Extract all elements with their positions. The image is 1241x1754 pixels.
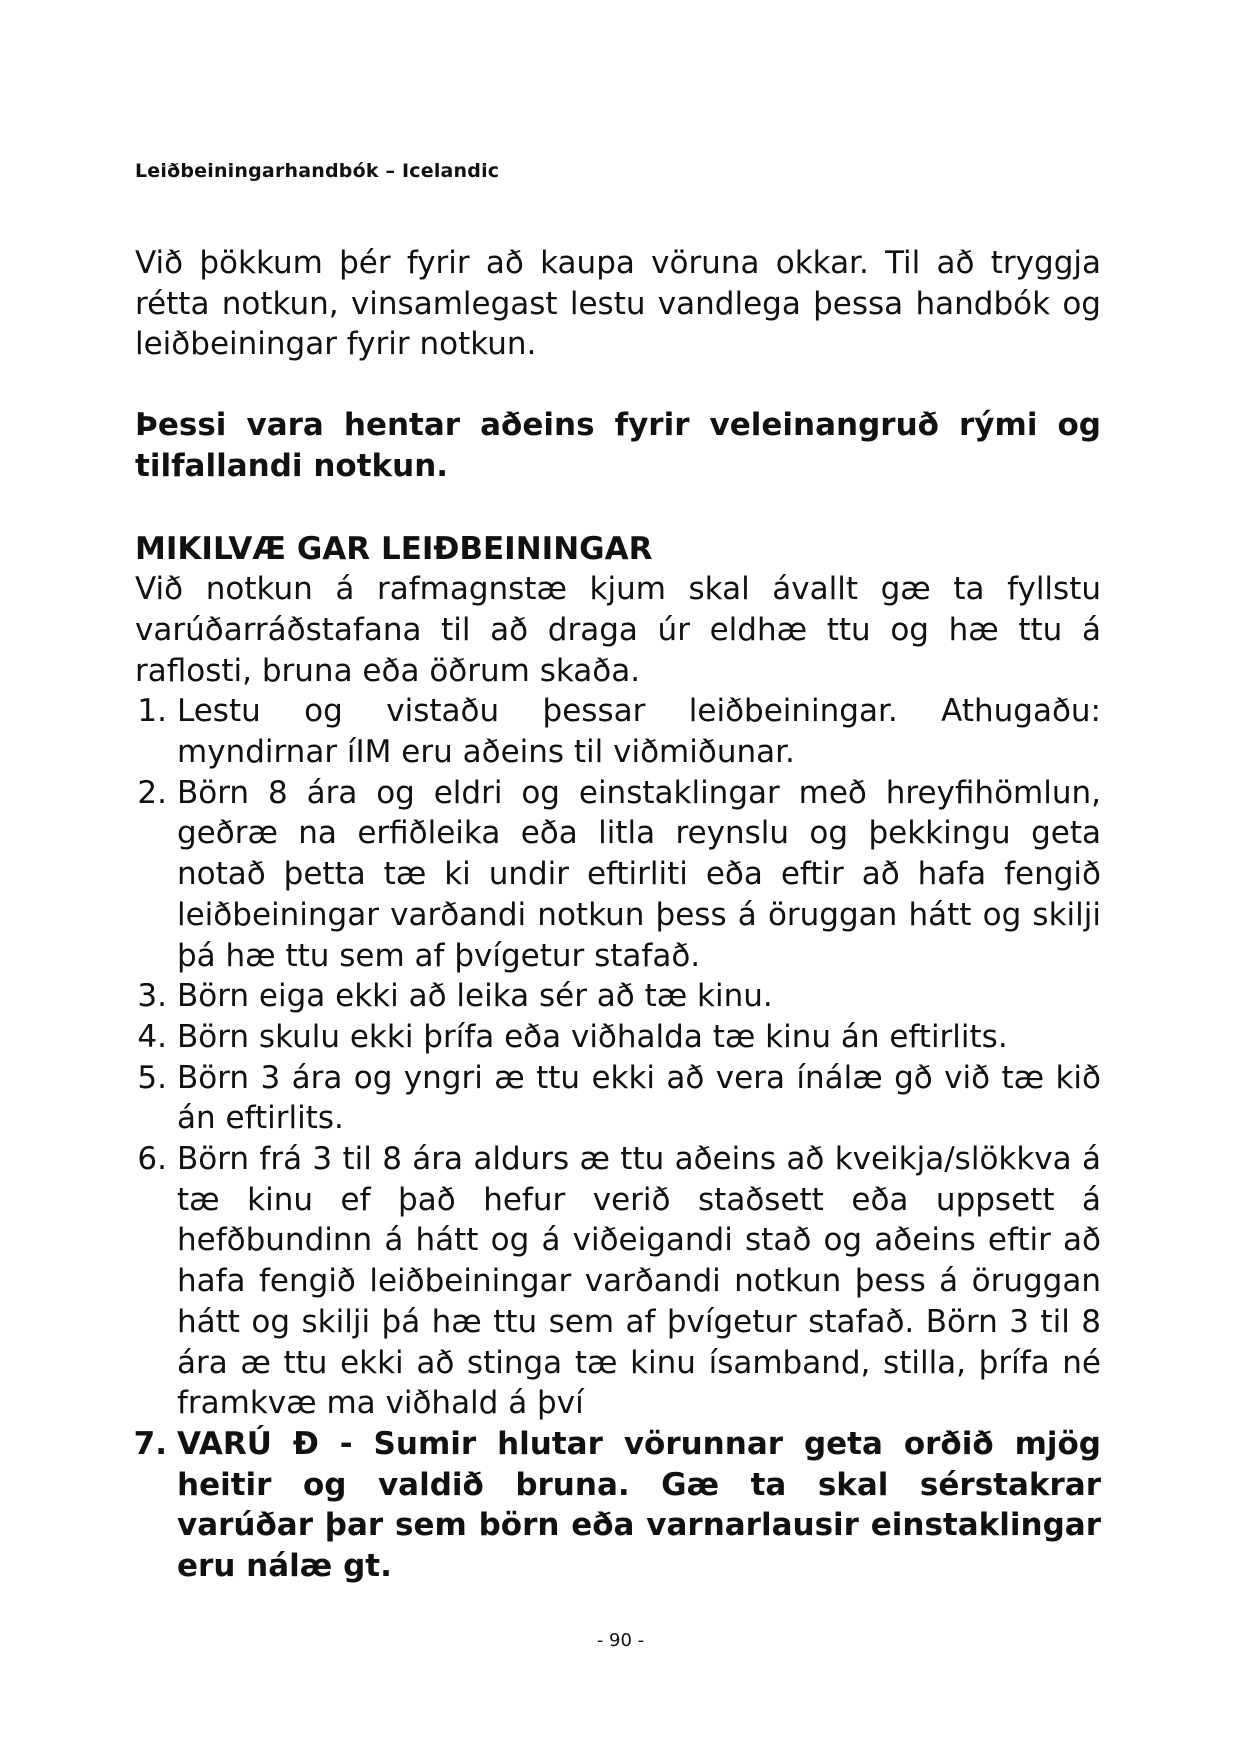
list-item-text: Börn frá 3 til 8 ára aldurs æ ttu aðeins að kveikja/slökkva á tæ kinu ef það hefur verið staðsett eða uppsett á hefðbundinn á hátt og á viðeigandi stað og aðeins eftir að hafa fengið leiðbeiningar varðandi notkun þess á öruggan hátt og skilji þá hæ ttu sem af þvígetur stafað. Börn 3 til 8 ára æ ttu ekki að stinga tæ kinu ísamband, stilla, þrífa né framkvæ ma viðhald á því: [177, 1141, 1101, 1422]
running-header: Leiðbeiningarhandbók – Icelandic: [135, 160, 500, 182]
list-item-number: 4.: [137, 1018, 167, 1055]
list-item: [135, 691, 1101, 772]
list-item: [135, 1058, 1101, 1139]
list-item-number: 2.: [137, 774, 167, 811]
warning-text: VARÚ Ð - Sumir hlutar vörunnar geta orðið mjög heitir og valdið bruna. Gæ ta skal sérstakrar varúðar þar sem börn eða varnarlausir einstaklingar eru nálæ gt.: [177, 1425, 1101, 1585]
list-item-number: 1.: [137, 693, 167, 730]
warning-list-item: [135, 1424, 1101, 1587]
list-item-number: 7.: [133, 1425, 167, 1462]
list-item-number: 3.: [137, 978, 167, 1015]
list-item-text: Börn skulu ekki þrífa eða viðhalda tæ kinu án eftirlits.: [177, 1018, 1008, 1055]
page-number: - 90 -: [596, 1630, 645, 1651]
list-item: [135, 1139, 1101, 1424]
section-heading: MIKILVÆ GAR LEIÐBEININGAR: [135, 530, 653, 567]
list-item: [135, 773, 1101, 977]
list-item-text: Lestu og vistaðu þessar leiðbeiningar. Athugaðu: myndirnar íIM eru aðeins til viðmiðunar.: [177, 693, 1101, 771]
usage-notice: Þessi vara hentar aðeins fyrir veleinangruð rými og tilfallandi notkun.: [135, 407, 1101, 484]
instruction-list: [135, 691, 1101, 1586]
list-item-number: 5.: [137, 1059, 167, 1096]
page-content: [135, 243, 1101, 1587]
list-item: [135, 1017, 1101, 1058]
section-lead-paragraph: Við notkun á rafmagnstæ kjum skal ávallt gæ ta fyllstu varúðarráðstafana til að draga úr eldhæ ttu og hæ ttu á raflosti, bruna eða öðrum skaða.: [135, 571, 1101, 689]
list-item-text: Börn eiga ekki að leika sér að tæ kinu.: [177, 978, 773, 1015]
list-item-text: Börn 8 ára og eldri og einstaklingar með hreyfihömlun, geðræ na erfiðleika eða litla reynslu og þekkingu geta notað þetta tæ ki undir eftirliti eða eftir að hafa fengið leiðbeiningar varðandi notkun þess á öruggan hátt og skilji þá hæ ttu sem af þvígetur stafað.: [177, 774, 1101, 974]
list-item-number: 6.: [137, 1141, 167, 1178]
intro-paragraph: Við þökkum þér fyrir að kaupa vöruna okkar. Til að tryggja rétta notkun, vinsamlegast lestu vandlega þessa handbók og leiðbeiningar fyrir notkun.: [135, 245, 1101, 363]
list-item-text: Börn 3 ára og yngri æ ttu ekki að vera ínálæ gð við tæ kið án eftirlits.: [177, 1059, 1101, 1137]
list-item: [135, 976, 1101, 1017]
